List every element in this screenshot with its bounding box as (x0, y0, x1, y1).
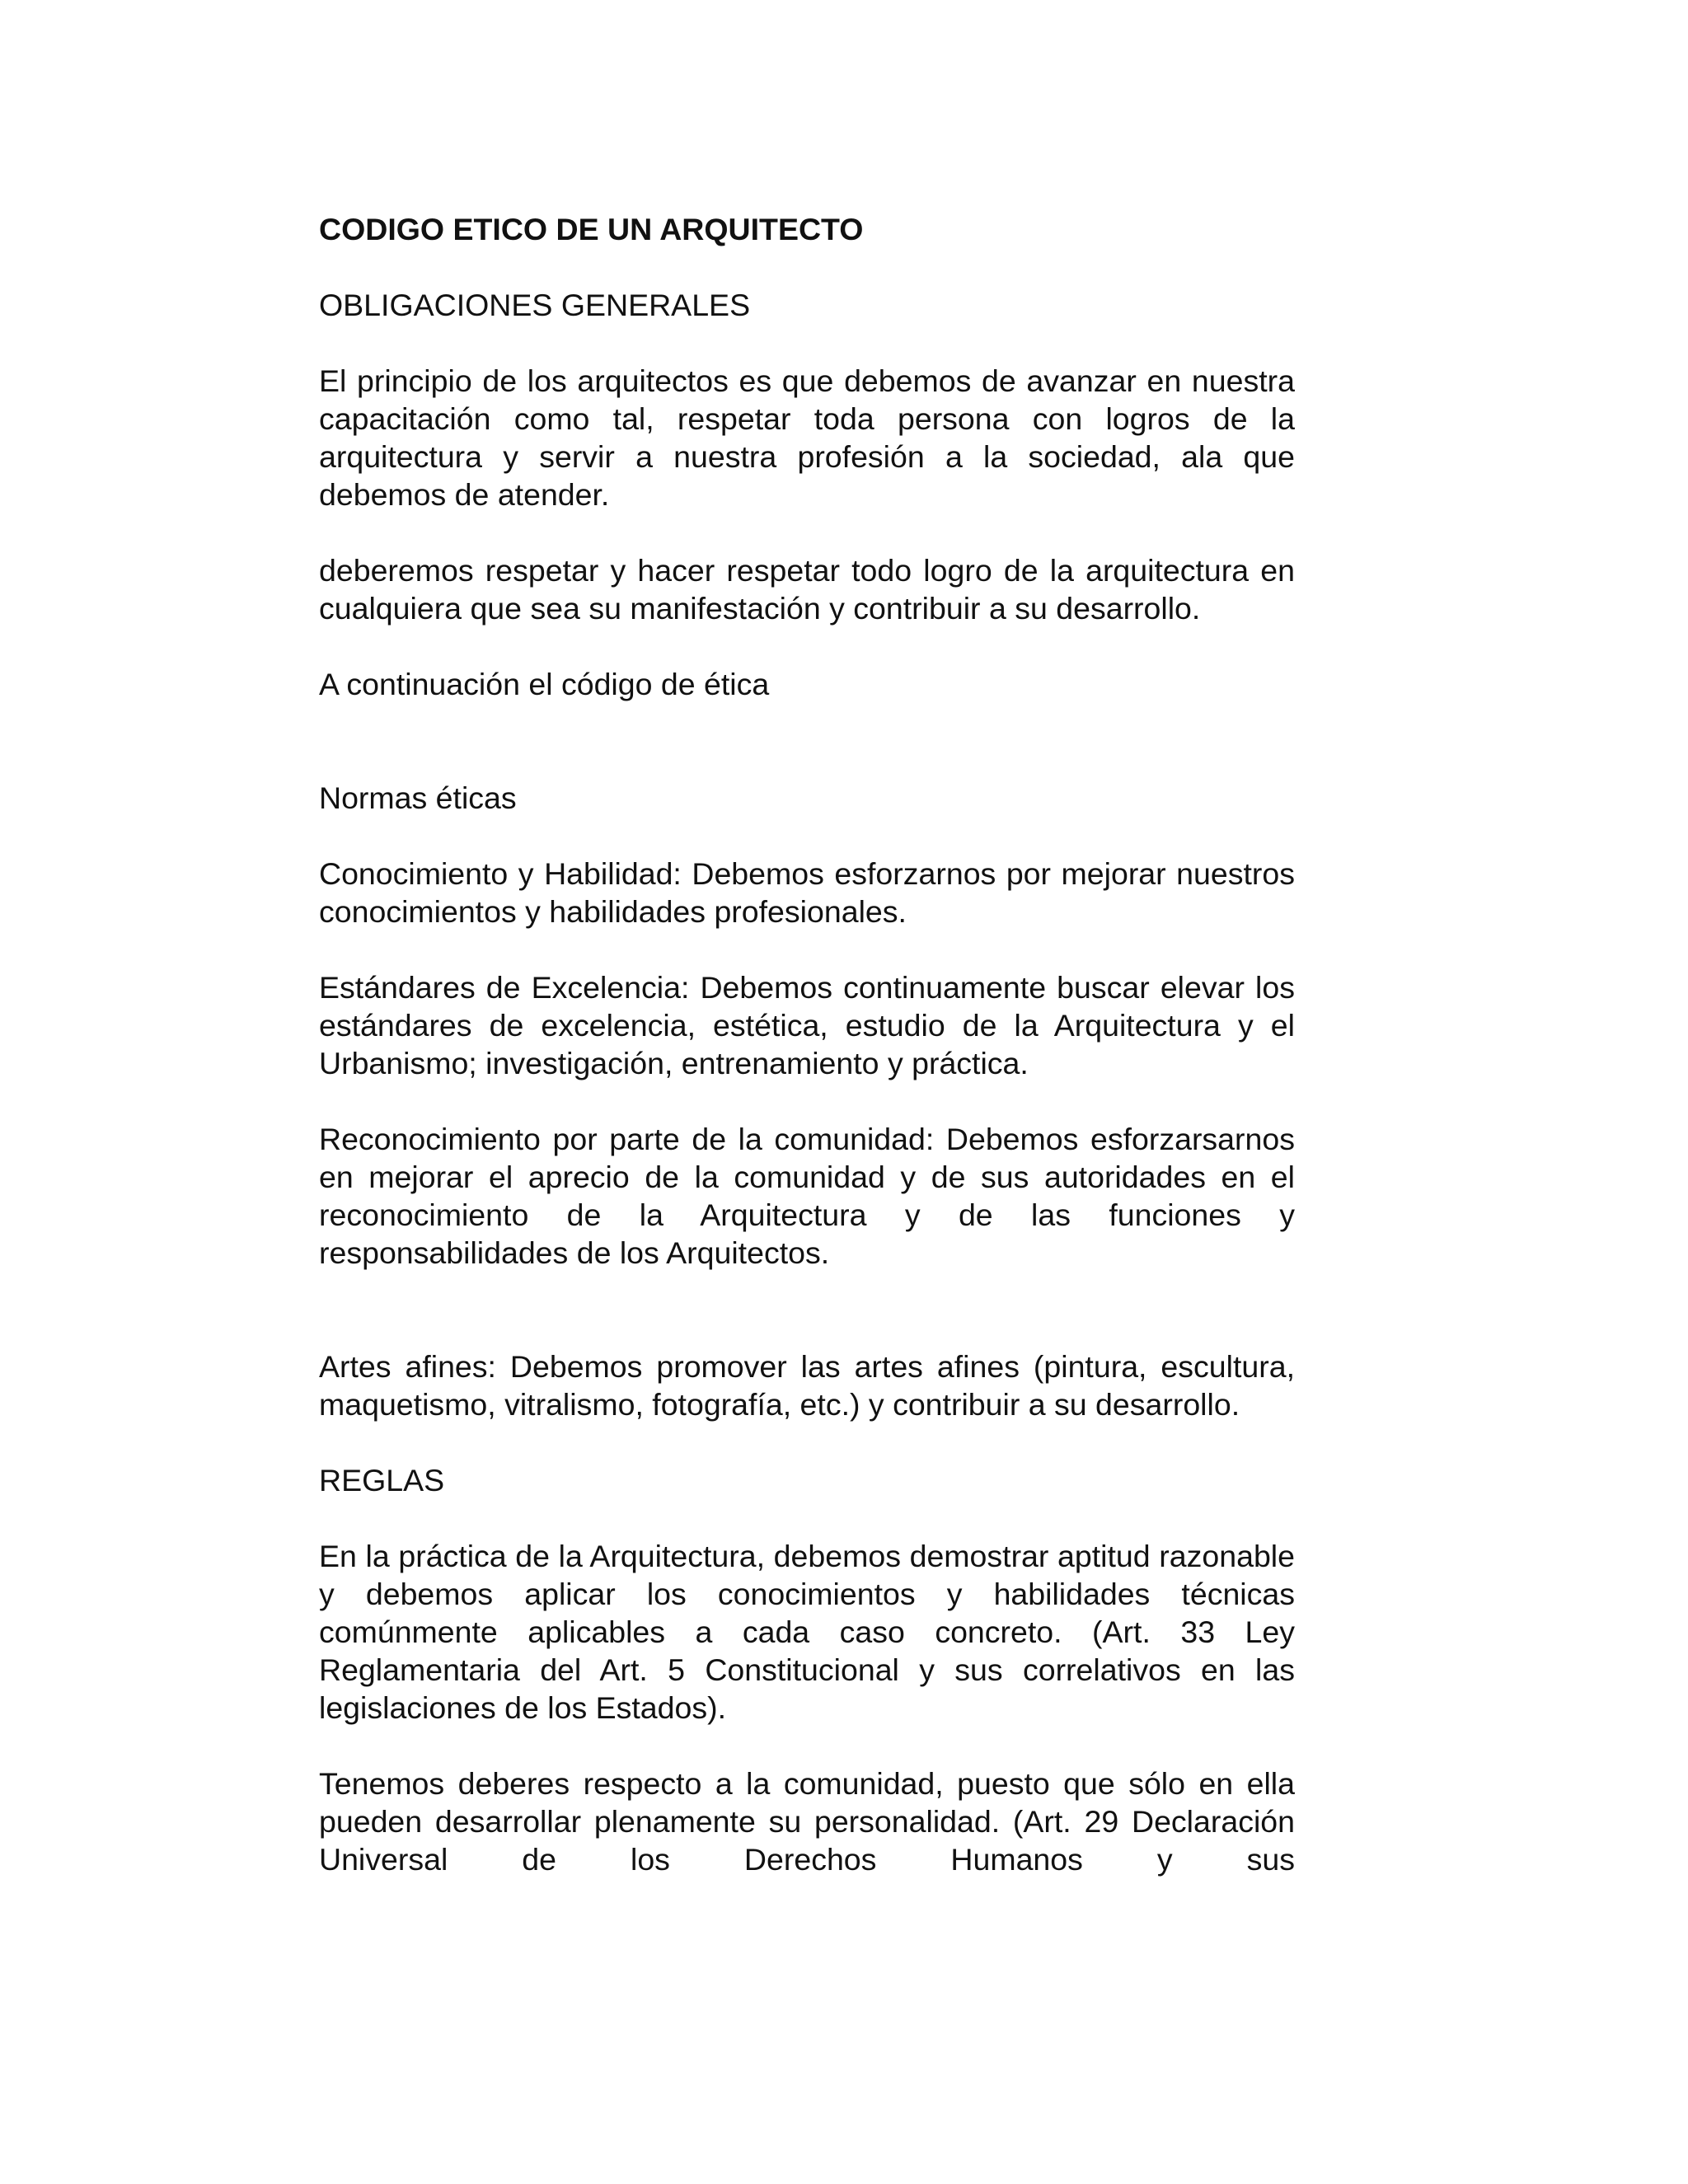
paragraph-reconocimiento: Reconocimiento por parte de la comunidad: Debemos esforzarsarnos en mejorar el aprecio de la comunidad y de sus autoridades en el reconocimiento de la Arquitectura y de las funciones y responsabilidades de los Arquitectos. (319, 1122, 1295, 1270)
paragraph-continuacion: A continuación el código de ética (319, 667, 770, 701)
section-heading-normas: Normas éticas (319, 780, 517, 815)
paragraph-practica: En la práctica de la Arquitectura, debemos demostrar aptitud razonable y debemos aplicar los conocimientos y habilidades técnicas comúnmente aplicables a cada caso concreto. (Art. 33 Ley Reglamentaria del Art. 5 Constitucional y sus correlativos en las legislaciones de los Estados). (319, 1539, 1295, 1725)
paragraph-tenemos: Tenemos deberes respecto a la comunidad, puesto que sólo en ella pueden desarrollar plenamente su personalidad. (Art. 29 Declaración Universal de los Derechos Humanos y sus (319, 1766, 1295, 1877)
paragraph-deberemos: deberemos respetar y hacer respetar todo logro de la arquitectura en cualquiera que sea su manifestación y contribuir a su desarrollo. (319, 553, 1295, 626)
paragraph-estandares: Estándares de Excelencia: Debemos continuamente buscar elevar los estándares de excelencia, estética, estudio de la Arquitectura y el Urbanismo; investigación, entrenamiento y práctica. (319, 970, 1295, 1080)
paragraph-conocimiento: Conocimiento y Habilidad: Debemos esforzarnos por mejorar nuestros conocimientos y habilidades profesionales. (319, 856, 1295, 929)
document-title: CODIGO ETICO DE UN ARQUITECTO (319, 212, 864, 246)
section-heading-reglas: REGLAS (319, 1463, 445, 1497)
section-heading-obligaciones: OBLIGACIONES GENERALES (319, 288, 751, 322)
document-body (319, 210, 1295, 1878)
paragraph-artes: Artes afines: Debemos promover las artes afines (pintura, escultura, maquetismo, vitralismo, fotografía, etc.) y contribuir a su desarrollo. (319, 1349, 1295, 1422)
paragraph-principio: El principio de los arquitectos es que debemos de avanzar en nuestra capacitación como tal, respetar toda persona con logros de la arquitectura y servir a nuestra profesión a la sociedad, ala que debemos de atender. (319, 363, 1295, 512)
